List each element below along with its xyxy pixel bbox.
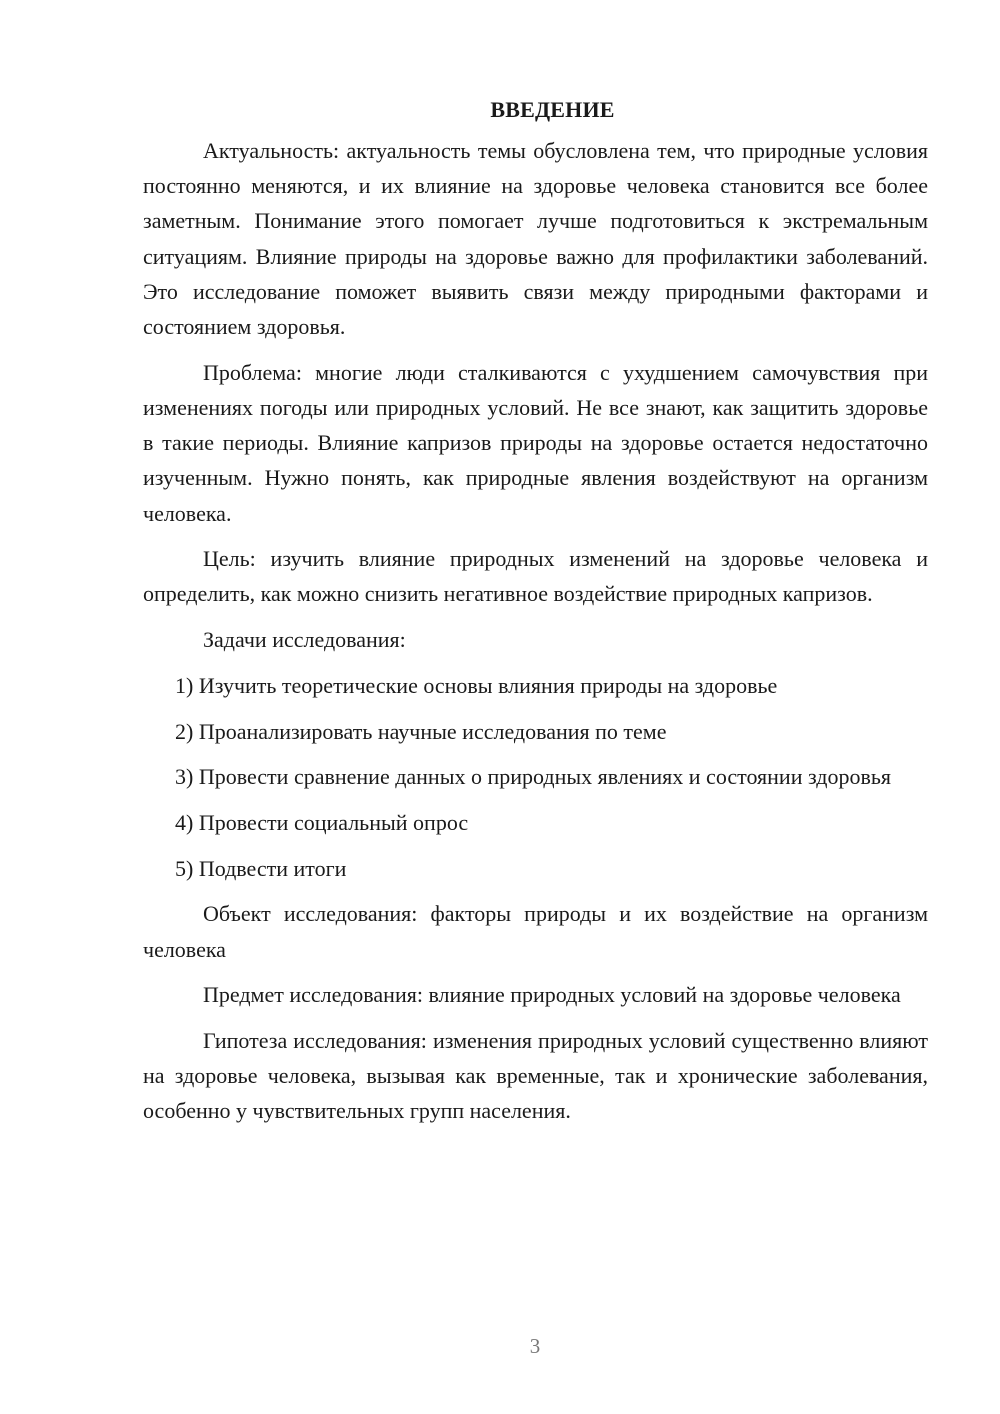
page-content <box>143 92 928 1139</box>
page-title: ВВЕДЕНИЕ <box>490 97 615 122</box>
paragraph-tasks-heading: Задачи исследования: <box>203 627 406 653</box>
paragraph-object: Объект исследования: факторы природы и их воздействие на организм человека <box>143 901 928 962</box>
task-item-5: 5) Подвести итоги <box>175 855 347 881</box>
task-item-4: 4) Провести социальный опрос <box>175 809 469 835</box>
task-item-2: 2) Проанализировать научные исследования по теме <box>175 718 667 744</box>
paragraph-goal: Цель: изучить влияние природных изменений на здоровье человека и определить, как можно снизить негативное воздействие природных капризов. <box>143 546 928 607</box>
paragraph-subject: Предмет исследования: влияние природных условий на здоровье человека <box>203 982 901 1008</box>
paragraph-problem: Проблема: многие люди сталкиваются с ухудшением самочувствия при изменениях погоды или природных условий. Не все знают, как защитить здоровье в такие периоды. Влияние капризов природы на здоровье остается недостаточно изученным. Нужно понять, как природные явления воздействуют на организм человека. <box>143 359 928 526</box>
paragraph-hypothesis: Гипотеза исследования: изменения природных условий существенно влияют на здоровье человека, вызывая как временные, так и хронические заболевания, особенно у чувствительных групп населения. <box>143 1027 928 1124</box>
task-item-1: 1) Изучить теоретические основы влияния природы на здоровье <box>175 672 778 698</box>
page-number: 3 <box>529 1334 541 1358</box>
paragraph-relevance: Актуальность: актуальность темы обусловлена тем, что природные условия постоянно меняются, и их влияние на здоровье человека становится все более заметным. Понимание этого помогает лучше подготовиться к экстремальным ситуациям. Влияние природы на здоровье важно для профилактики заболеваний. Это исследование поможет выявить связи между природными факторами и состоянием здоровья. <box>143 138 928 340</box>
task-item-3: 3) Провести сравнение данных о природных явлениях и состоянии здоровья <box>175 764 891 790</box>
